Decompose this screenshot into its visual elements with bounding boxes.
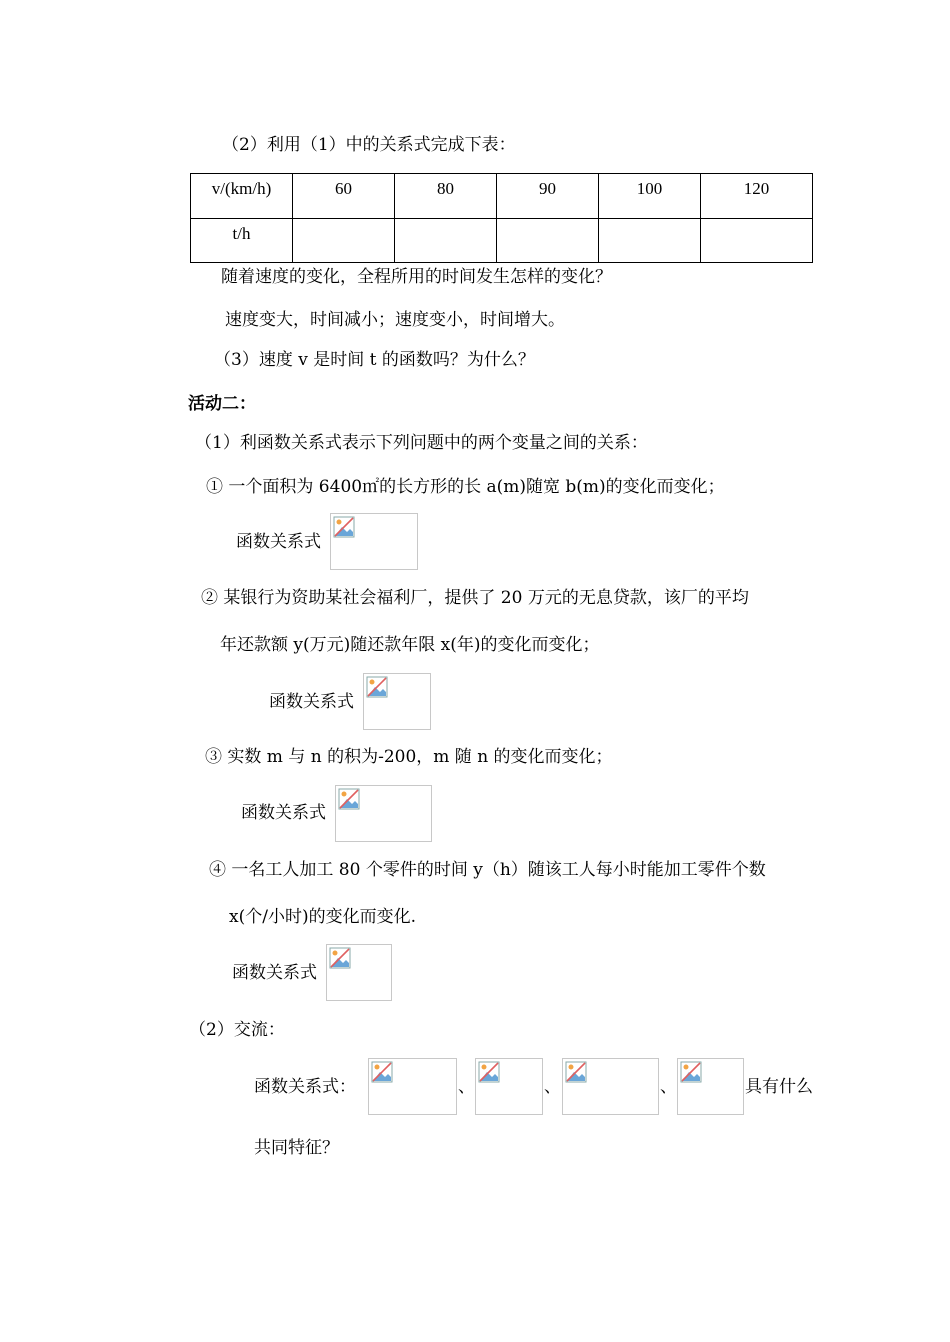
table-cell: 120 [701,174,813,219]
table-cell: v/(km/h) [191,174,293,219]
broken-image-icon [478,1061,500,1083]
broken-image-icon [333,516,355,538]
problem-2-line-1: ② 某银行为资助某社会福利厂，提供了 20 万元的无息贷款，该厂的平均 [201,588,749,608]
problem-3: ③ 实数 m 与 n 的积为-200，m 随 n 的变化而变化； [205,747,613,767]
part2-question-end: 共同特征？ [254,1138,339,1158]
section-intro: （2）利用（1）中的关系式完成下表： [222,135,516,155]
formula-label-4: 函数关系式 [232,963,317,983]
problem-1: ① 一个面积为 6400㎡的长方形的长 a(m)随宽 b(m)的变化而变化； [206,477,725,497]
formula-image-2 [363,673,431,730]
formula-label-1: 函数关系式 [236,532,321,552]
table-cell [395,219,497,263]
problem-2-line-2: 年还款额 y(万元)随还款年限 x(年)的变化而变化； [220,635,600,655]
activity-two-title: 活动二： [188,394,256,414]
table-cell [497,219,599,263]
speed-time-table [190,173,813,263]
part2-image-4 [677,1058,744,1115]
table-cell [293,219,395,263]
formula-image-4 [326,944,392,1001]
table-row [191,219,813,263]
table-cell: 90 [497,174,599,219]
formula-image-3 [335,785,432,842]
answer-change: 速度变大，时间减小；速度变小，时间增大。 [225,310,565,330]
broken-image-icon [680,1061,702,1083]
question-change: 随着速度的变化，全程所用的时间发生怎样的变化？ [221,267,612,287]
part2-title: （2）交流： [189,1020,285,1040]
table-cell: 100 [599,174,701,219]
separator: 、 [458,1077,475,1097]
broken-image-icon [565,1061,587,1083]
part2-image-1 [368,1058,457,1115]
problem-4-line-1: ④ 一名工人加工 80 个零件的时间 y（h）随该工人每小时能加工零件个数 [209,860,766,880]
problem-4-line-2: x(个/小时)的变化而变化. [229,907,416,927]
broken-image-icon [338,788,360,810]
part2-image-2 [475,1058,543,1115]
part2-label: 函数关系式： [254,1077,356,1097]
separator: 、 [660,1077,677,1097]
table-cell: 80 [395,174,497,219]
table-cell [701,219,813,263]
formula-label-2: 函数关系式 [269,692,354,712]
table-cell: t/h [191,219,293,263]
part1-intro: （1）利函数关系式表示下列问题中的两个变量之间的关系： [195,433,648,453]
broken-image-icon [329,947,351,969]
part2-question-tail: 具有什么 [745,1077,813,1097]
part2-image-3 [562,1058,659,1115]
question-3: （3）速度 v 是时间 t 的函数吗？为什么？ [214,350,535,370]
broken-image-icon [371,1061,393,1083]
table-row [191,174,813,219]
formula-label-3: 函数关系式 [241,803,326,823]
separator: 、 [544,1077,561,1097]
broken-image-icon [366,676,388,698]
formula-image-1 [330,513,418,570]
table-cell [599,219,701,263]
table-cell: 60 [293,174,395,219]
